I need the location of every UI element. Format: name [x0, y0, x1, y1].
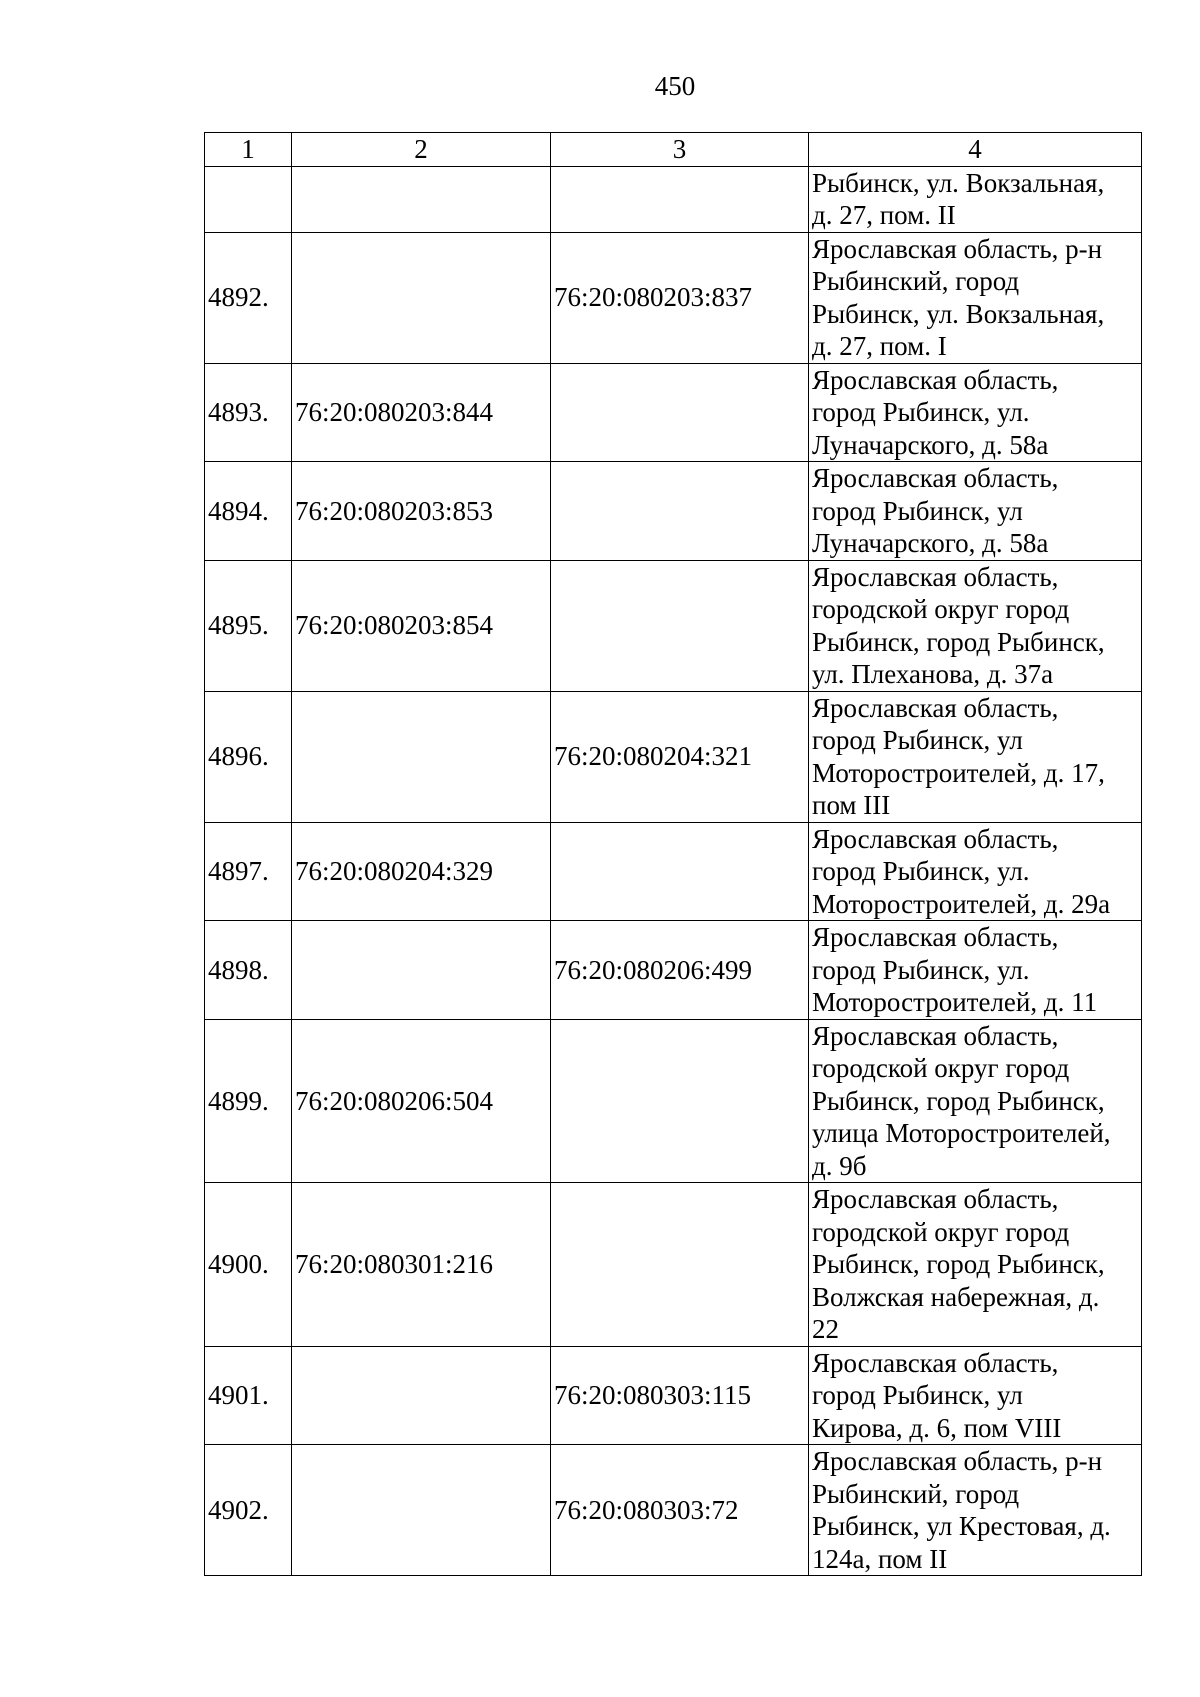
cadastral-number-col3: 76:20:080204:321: [551, 691, 809, 822]
table-row: [205, 560, 1142, 691]
address-line: Моторостроителей, д. 17,: [812, 757, 1105, 788]
address-line: Рыбинск, ул. Вокзальная,: [812, 167, 1105, 198]
address-cell: [809, 363, 1142, 462]
column-header: 4: [809, 133, 1142, 167]
address-cell: [809, 232, 1142, 363]
cadastral-number-col3: [551, 822, 809, 921]
address-line: Ярославская область,: [812, 364, 1059, 395]
column-header: 2: [292, 133, 551, 167]
table-row: [205, 462, 1142, 561]
address-line: Луначарского, д. 58а: [812, 528, 1049, 558]
address-line: Рыбинский, город: [812, 266, 1020, 296]
cadastral-number-col3: [551, 560, 809, 691]
cadastral-number-col2: 76:20:080206:504: [292, 1019, 551, 1183]
row-number: 4896.: [205, 691, 292, 822]
address-line: Ярославская область,: [812, 1347, 1059, 1378]
row-number: 4901.: [205, 1346, 292, 1445]
row-number: 4902.: [205, 1445, 292, 1576]
address-line: улица Моторостроителей,: [812, 1118, 1111, 1148]
address-line: Рыбинск, город Рыбинск,: [812, 1085, 1105, 1116]
address-line: д. 27, пом. II: [812, 200, 956, 230]
address-line: Рыбинск, город Рыбинск,: [812, 1249, 1105, 1279]
cadastral-number-col2: 76:20:080204:329: [292, 822, 551, 921]
address-line: д. 9б: [812, 1150, 867, 1181]
table-row: [205, 166, 1142, 232]
cadastral-number-col2: 76:20:080203:853: [292, 462, 551, 561]
address-line: Волжская набережная, д.: [812, 1281, 1100, 1312]
table-row: [205, 363, 1142, 462]
address-line: ул. Плеханова, д. 37а: [812, 659, 1054, 689]
row-number: 4893.: [205, 363, 292, 462]
cadastral-number-col3: [551, 462, 809, 561]
address-line: Рыбинск, ул Крестовая, д.: [812, 1511, 1111, 1541]
column-header: 3: [551, 133, 809, 167]
cadastral-number-col2: [292, 921, 551, 1020]
address-line: Моторостроителей, д. 11: [812, 987, 1098, 1017]
cadastral-number-col3: 76:20:080203:837: [551, 232, 809, 363]
row-number: 4894.: [205, 462, 292, 561]
address-cell: [809, 166, 1142, 232]
cadastral-number-col3: 76:20:080303:72: [551, 1445, 809, 1576]
cadastral-number-col3: [551, 1183, 809, 1347]
cadastral-number-col3: [551, 166, 809, 232]
cadastral-number-col2: 76:20:080203:854: [292, 560, 551, 691]
table-row: [205, 921, 1142, 1020]
address-line: Кирова, д. 6, пом VIII: [812, 1412, 1062, 1443]
table-row: [205, 1183, 1142, 1347]
address-line: город Рыбинск, ул: [812, 495, 1023, 526]
row-number: 4897.: [205, 822, 292, 921]
address-line: 22: [812, 1314, 839, 1344]
address-line: Ярославская область,: [812, 1184, 1059, 1214]
row-number: 4895.: [205, 560, 292, 691]
address-line: Ярославская область,: [812, 463, 1059, 493]
row-number: 4899.: [205, 1019, 292, 1183]
row-number: 4900.: [205, 1183, 292, 1347]
address-line: Ярославская область,: [812, 692, 1059, 723]
table-row: [205, 1445, 1142, 1576]
address-line: Рыбинск, ул. Вокзальная,: [812, 298, 1105, 329]
table-row: [205, 1346, 1142, 1445]
address-cell: [809, 822, 1142, 921]
address-cell: [809, 560, 1142, 691]
address-cell: [809, 1019, 1142, 1183]
address-line: Ярославская область,: [812, 823, 1059, 854]
address-line: город Рыбинск, ул: [812, 1380, 1023, 1410]
cadastral-number-col2: 76:20:080203:844: [292, 363, 551, 462]
address-line: Ярославская область, р-н: [812, 1446, 1103, 1476]
address-cell: [809, 462, 1142, 561]
cadastral-number-col2: [292, 166, 551, 232]
table-row: [205, 691, 1142, 822]
row-number: 4898.: [205, 921, 292, 1020]
cadastral-number-col3: 76:20:080303:115: [551, 1346, 809, 1445]
address-line: городской округ город: [812, 594, 1070, 624]
address-line: Рыбинский, город: [812, 1478, 1020, 1509]
table-header-row: [205, 133, 1142, 167]
registry-table: [204, 132, 1142, 1576]
cadastral-number-col2: [292, 232, 551, 363]
cadastral-number-col3: [551, 363, 809, 462]
address-line: д. 27, пом. I: [812, 331, 947, 361]
cadastral-number-col3: 76:20:080206:499: [551, 921, 809, 1020]
row-number: 4892.: [205, 232, 292, 363]
address-line: город Рыбинск, ул.: [812, 856, 1030, 886]
table-row: [205, 1019, 1142, 1183]
cadastral-number-col2: [292, 1346, 551, 1445]
address-line: город Рыбинск, ул: [812, 725, 1023, 755]
address-cell: [809, 1346, 1142, 1445]
cadastral-number-col2: 76:20:080301:216: [292, 1183, 551, 1347]
address-line: Ярославская область,: [812, 1020, 1059, 1051]
address-line: городской округ город: [812, 1216, 1070, 1247]
address-line: Рыбинск, город Рыбинск,: [812, 626, 1105, 657]
address-line: 124а, пом II: [812, 1543, 948, 1574]
address-cell: [809, 1445, 1142, 1576]
address-line: пом III: [812, 790, 891, 820]
table-body: [205, 166, 1142, 1576]
address-line: Ярославская область, р-н: [812, 233, 1103, 264]
column-header: 1: [205, 133, 292, 167]
cadastral-number-col3: [551, 1019, 809, 1183]
address-line: городской округ город: [812, 1053, 1070, 1083]
address-line: город Рыбинск, ул.: [812, 397, 1030, 427]
address-line: Ярославская область,: [812, 561, 1059, 592]
cadastral-number-col2: [292, 1445, 551, 1576]
address-cell: [809, 691, 1142, 822]
address-cell: [809, 921, 1142, 1020]
address-cell: [809, 1183, 1142, 1347]
page-number: 450: [654, 71, 696, 101]
cadastral-number-col2: [292, 691, 551, 822]
address-line: город Рыбинск, ул.: [812, 954, 1030, 985]
row-number: [205, 166, 292, 232]
table-row: [205, 822, 1142, 921]
table-row: [205, 232, 1142, 363]
address-line: Луначарского, д. 58а: [812, 429, 1049, 460]
address-line: Моторостроителей, д. 29а: [812, 888, 1111, 919]
address-line: Ярославская область,: [812, 922, 1059, 952]
